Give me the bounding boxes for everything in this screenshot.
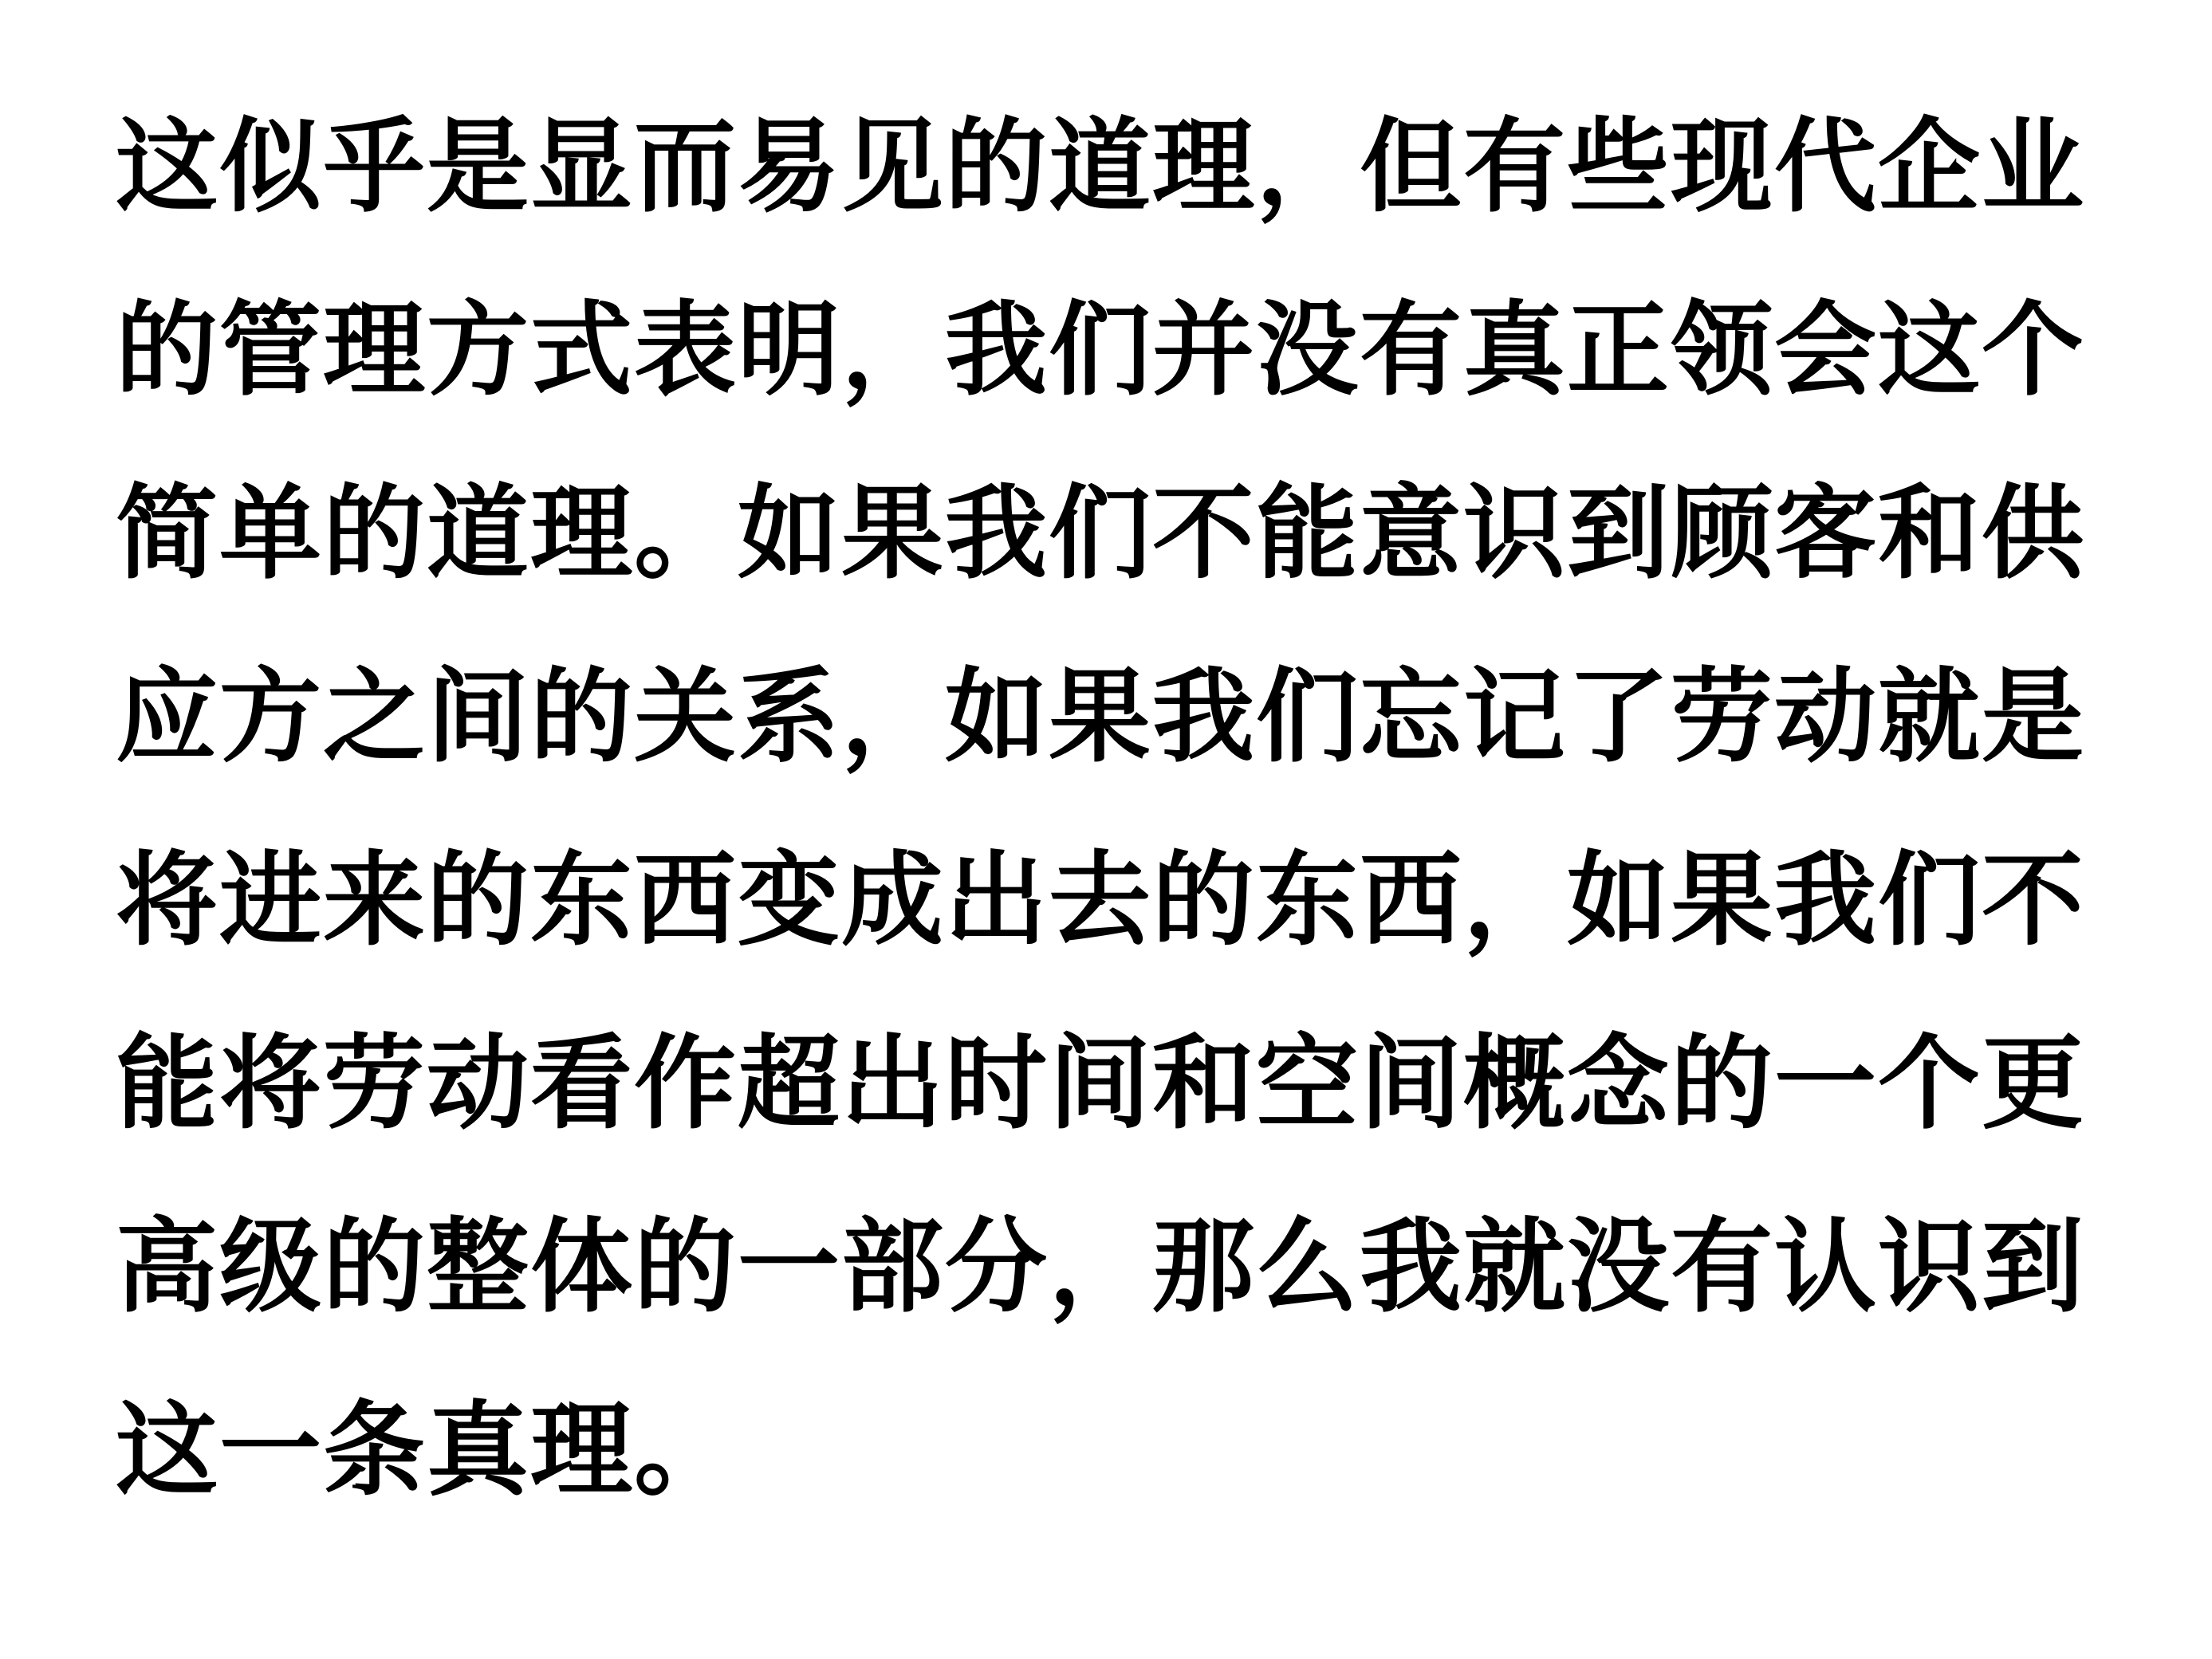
- text-line: 的管理方式表明，我们并没有真正领会这个: [116, 293, 2086, 407]
- text-line: 这一条真理。: [116, 1394, 738, 1508]
- text-line: 能将劳动看作超出时间和空间概念的一个更: [116, 1027, 2086, 1141]
- text-line: 应方之间的关系，如果我们忘记了劳动就是: [116, 660, 2086, 774]
- text-line: 简单的道理。如果我们不能意识到顾客和供: [116, 477, 2086, 591]
- text-line: 将进来的东西变成出去的东西，如果我们不: [116, 843, 2086, 957]
- text-line: 高级的整体的一部分，那么我就没有认识到: [116, 1210, 2086, 1324]
- text-line: 这似乎是显而易见的道理，但有些现代企业: [116, 110, 2086, 224]
